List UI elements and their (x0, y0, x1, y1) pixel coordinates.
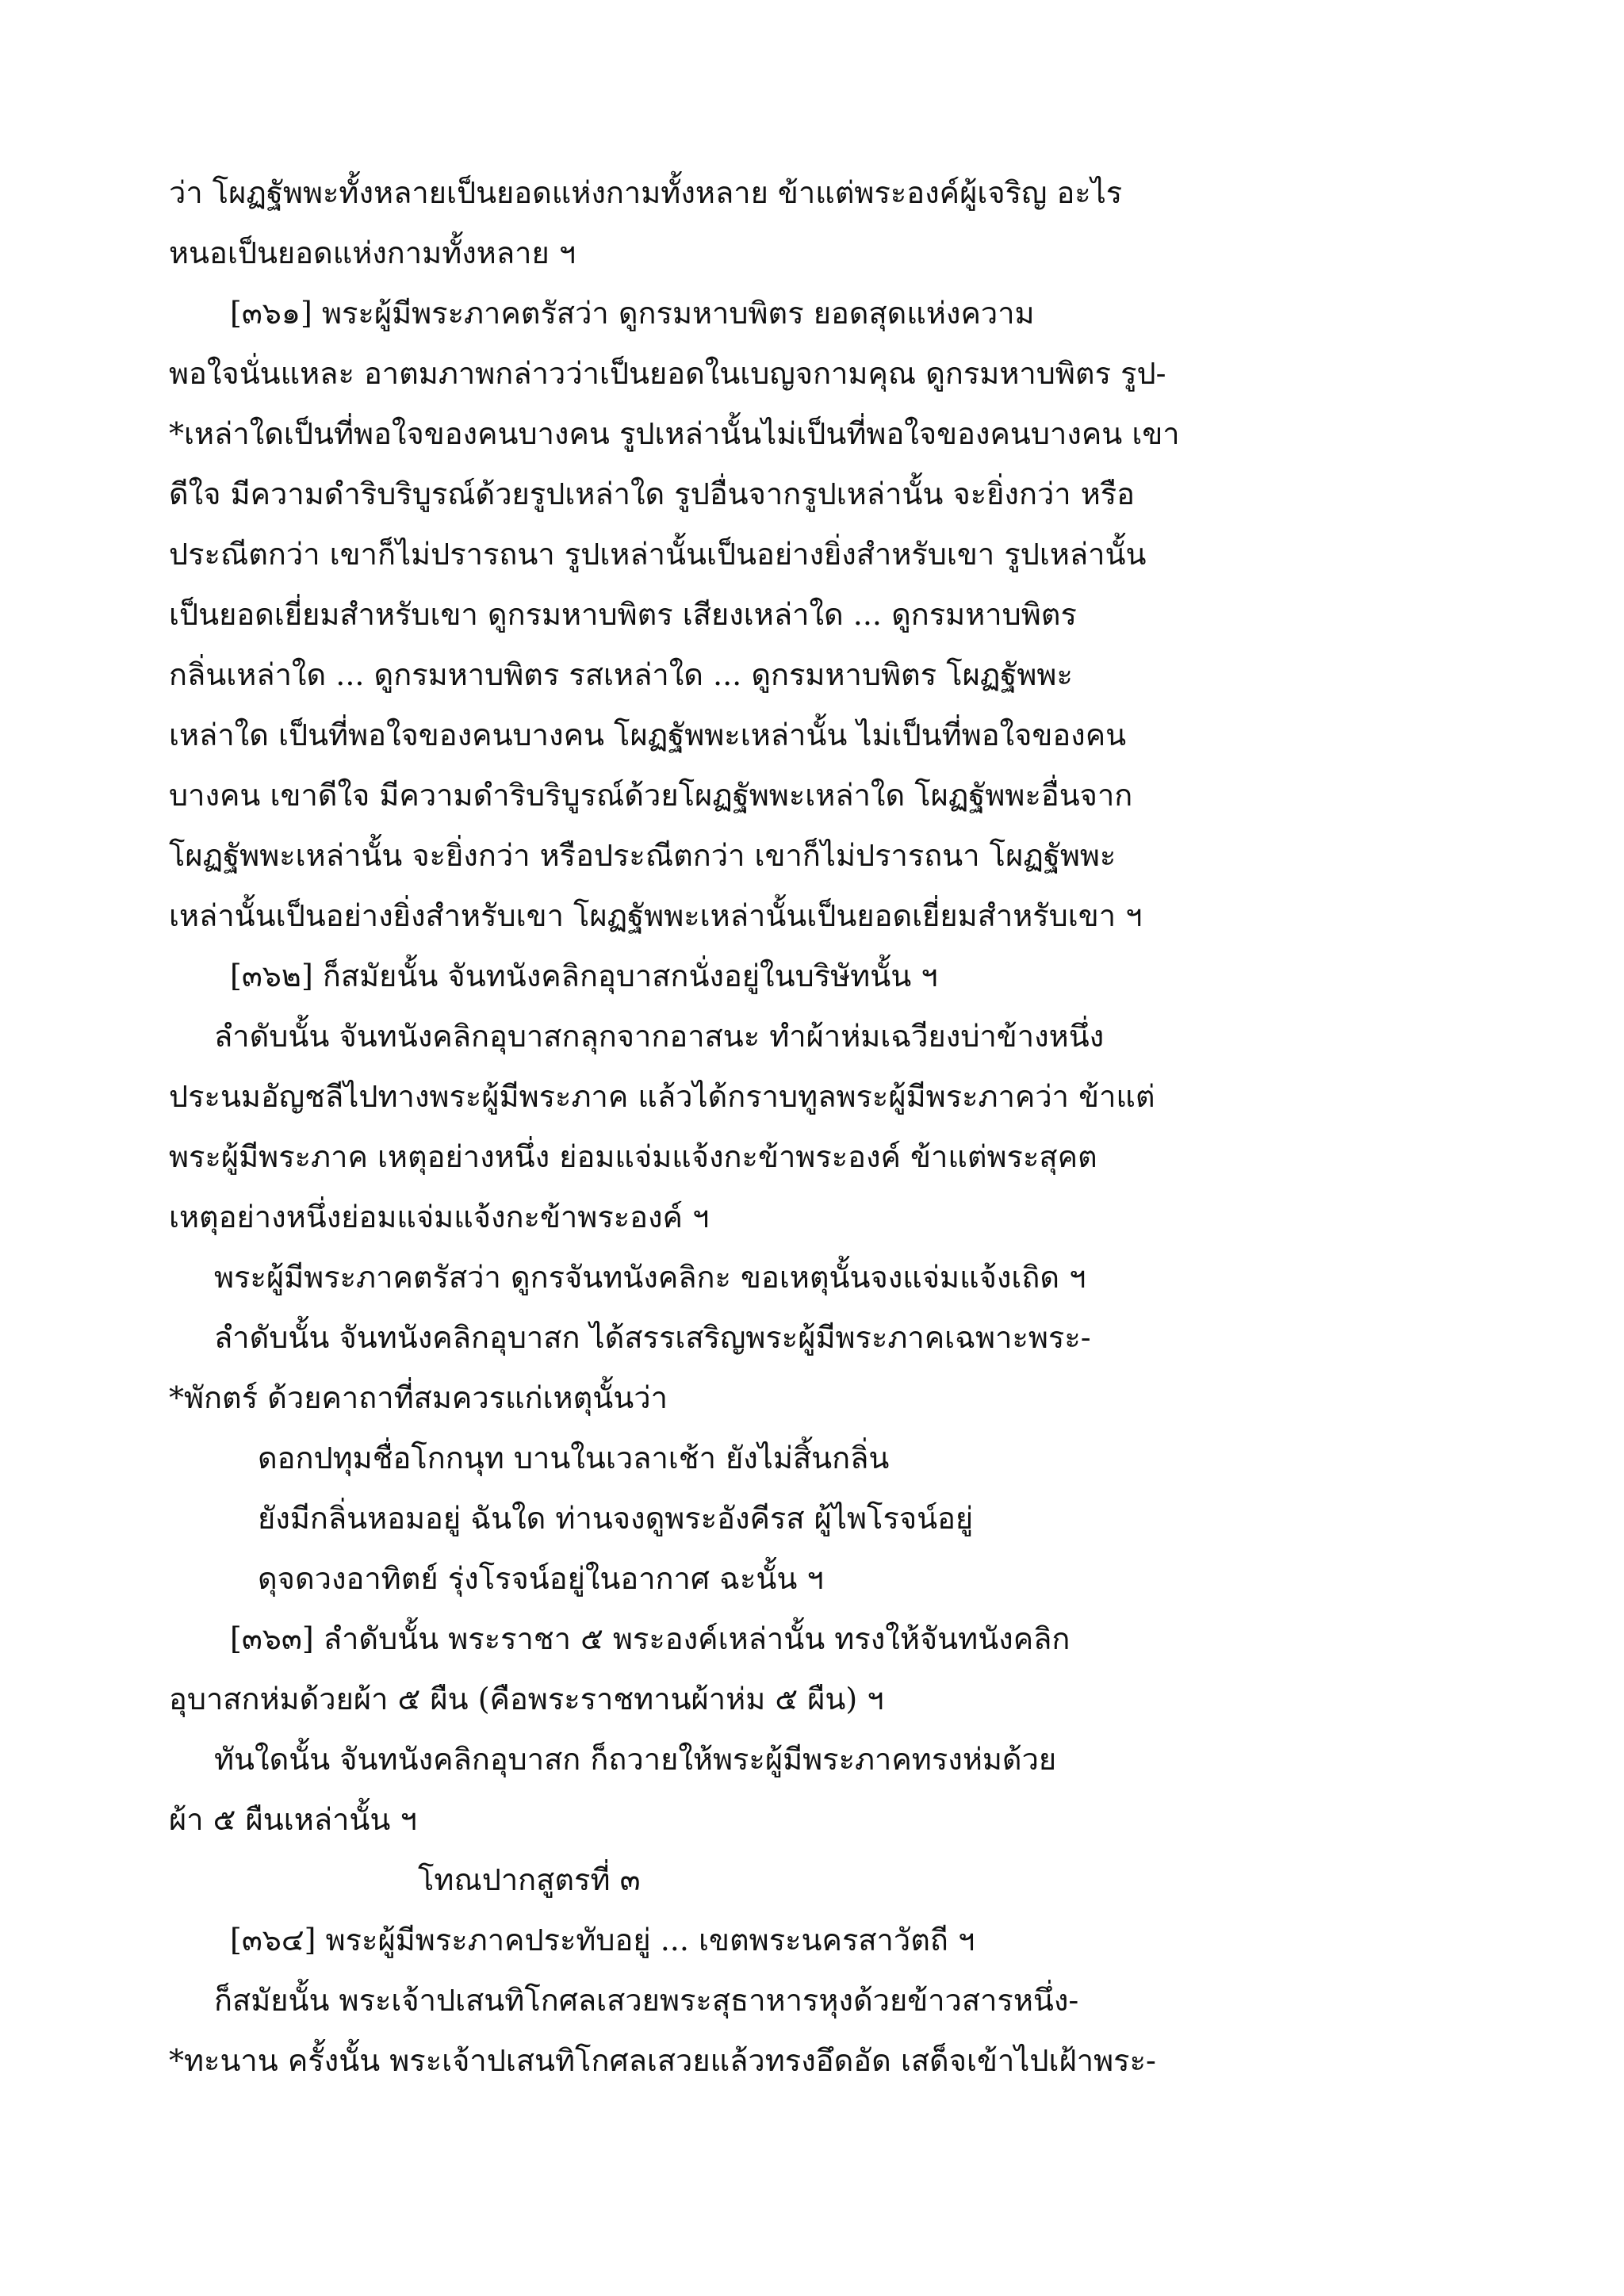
text-line-15: ลำดับนั้น จันทนังคลิกอุบาสกลุกจากอาสนะ ทำผ้าห่มเฉวียงบ่าข้างหนึ่ง (214, 1019, 1105, 1054)
verse-line-3: ดุจดวงอาทิตย์ รุ่งโรจน์อยู่ในอากาศ ฉะนั้น ฯ (258, 1561, 824, 1596)
text-line-21: *พักตร์ ด้วยคาถาที่สมควรแก่เหตุนั้นว่า (169, 1380, 668, 1415)
text-line-17: พระผู้มีพระภาค เหตุอย่างหนึ่ง ย่อมแจ่มแจ้งกะข้าพระองค์ ข้าแต่พระสุคต (169, 1139, 1097, 1174)
text-line-32: *ทะนาน ครั้งนั้น พระเจ้าปเสนทิโกศลเสวยแล้วทรงอึดอัด เสด็จเข้าไปเฝ้าพระ- (169, 2043, 1156, 2078)
text-line-26: อุบาสกห่มด้วยผ้า ๕ ผืน (คือพระราชทานผ้าห่ม ๕ ผืน) ฯ (169, 1682, 884, 1716)
text-line-7: ประณีตกว่า เขาก็ไม่ปรารถนา รูปเหล่านั้นเป็นอย่างยิ่งสำหรับเขา รูปเหล่านั้น (169, 537, 1147, 572)
section-362-line: [๓๖๒] ก็สมัยนั้น จันทนังคลิกอุบาสกนั่งอยู่ในบริษัทนั้น ฯ (230, 959, 938, 993)
verse-line-2: ยังมีกลิ่นหอมอยู่ ฉันใด ท่านจงดูพระอังคีรส ผู้ไพโรจน์อยู่ (258, 1501, 974, 1536)
section-361-line: [๓๖๑] พระผู้มีพระภาคตรัสว่า ดูกรมหาบพิตร ยอดสุดแห่งความ (230, 296, 1035, 331)
verse-line-1: ดอกปทุมชื่อโกกนุท บานในเวลาเช้า ยังไม่สิ้นกลิ่น (258, 1441, 890, 1475)
text-line-6: ดีใจ มีความดำริบริบูรณ์ด้วยรูปเหล่าใด รูปอื่นจากรูปเหล่านั้น จะยิ่งกว่า หรือ (169, 476, 1136, 511)
text-line-27: ทันใดนั้น จันทนังคลิกอุบาสก ก็ถวายให้พระผู้มีพระภาคทรงห่มด้วย (214, 1742, 1057, 1777)
text-line-2: หนอเป็นยอดแห่งกามทั้งหลาย ฯ (169, 235, 576, 270)
text-line-8: เป็นยอดเยี่ยมสำหรับเขา ดูกรมหาบพิตร เสียงเหล่าใด ... ดูกรมหาบพิตร (169, 597, 1077, 632)
text-line-28: ผ้า ๕ ผืนเหล่านั้น ฯ (169, 1802, 417, 1837)
text-line-9: กลิ่นเหล่าใด ... ดูกรมหาบพิตร รสเหล่าใด ... ดูกรมหาบพิตร โผฏฐัพพะ (169, 657, 1073, 692)
section-364-line: [๓๖๔] พระผู้มีพระภาคประทับอยู่ ... เขตพระนครสาวัตถี ฯ (230, 1923, 975, 1957)
text-line-4: พอใจนั่นแหละ อาตมภาพกล่าวว่าเป็นยอดในเบญจกามคุณ ดูกรมหาบพิตร รูป- (169, 356, 1166, 391)
section-363-line: [๓๖๓] ลำดับนั้น พระราชา ๕ พระองค์เหล่านั้น ทรงให้จันทนังคลิก (230, 1621, 1071, 1656)
text-line-12: โผฏฐัพพะเหล่านั้น จะยิ่งกว่า หรือประณีตกว่า เขาก็ไม่ปรารถนา โผฏฐัพพะ (169, 838, 1116, 873)
sutta-heading: โทณปากสูตรที่ ๓ (418, 1862, 641, 1897)
text-line-16: ประนมอัญชลีไปทางพระผู้มีพระภาค แล้วได้กราบทูลพระผู้มีพระภาคว่า ข้าแต่ (169, 1079, 1155, 1114)
text-line-31: ก็สมัยนั้น พระเจ้าปเสนทิโกศลเสวยพระสุธาหารหุงด้วยข้าวสารหนึ่ง- (214, 1983, 1079, 2018)
text-line-20: ลำดับนั้น จันทนังคลิกอุบาสก ได้สรรเสริญพระผู้มีพระภาคเฉพาะพระ- (214, 1320, 1091, 1355)
text-line-19: พระผู้มีพระภาคตรัสว่า ดูกรจันทนังคลิกะ ขอเหตุนั้นจงแจ่มแจ้งเถิด ฯ (214, 1260, 1086, 1295)
text-line-1: ว่า โผฏฐัพพะทั้งหลายเป็นยอดแห่งกามทั้งหลาย ข้าแต่พระองค์ผู้เจริญ อะไร (169, 175, 1123, 210)
text-line-10: เหล่าใด เป็นที่พอใจของคนบางคน โผฏฐัพพะเหล่านั้น ไม่เป็นที่พอใจของคน (169, 718, 1127, 752)
text-line-11: บางคน เขาดีใจ มีความดำริบริบูรณ์ด้วยโผฏฐัพพะเหล่าใด โผฏฐัพพะอื่นจาก (169, 778, 1133, 813)
text-line-5: *เหล่าใดเป็นที่พอใจของคนบางคน รูปเหล่านั้นไม่เป็นที่พอใจของคนบางคน เขา (169, 416, 1180, 451)
text-line-18: เหตุอย่างหนึ่งย่อมแจ่มแจ้งกะข้าพระองค์ ฯ (169, 1200, 710, 1234)
text-line-13: เหล่านั้นเป็นอย่างยิ่งสำหรับเขา โผฏฐัพพะเหล่านั้นเป็นยอดเยี่ยมสำหรับเขา ฯ (169, 898, 1143, 933)
